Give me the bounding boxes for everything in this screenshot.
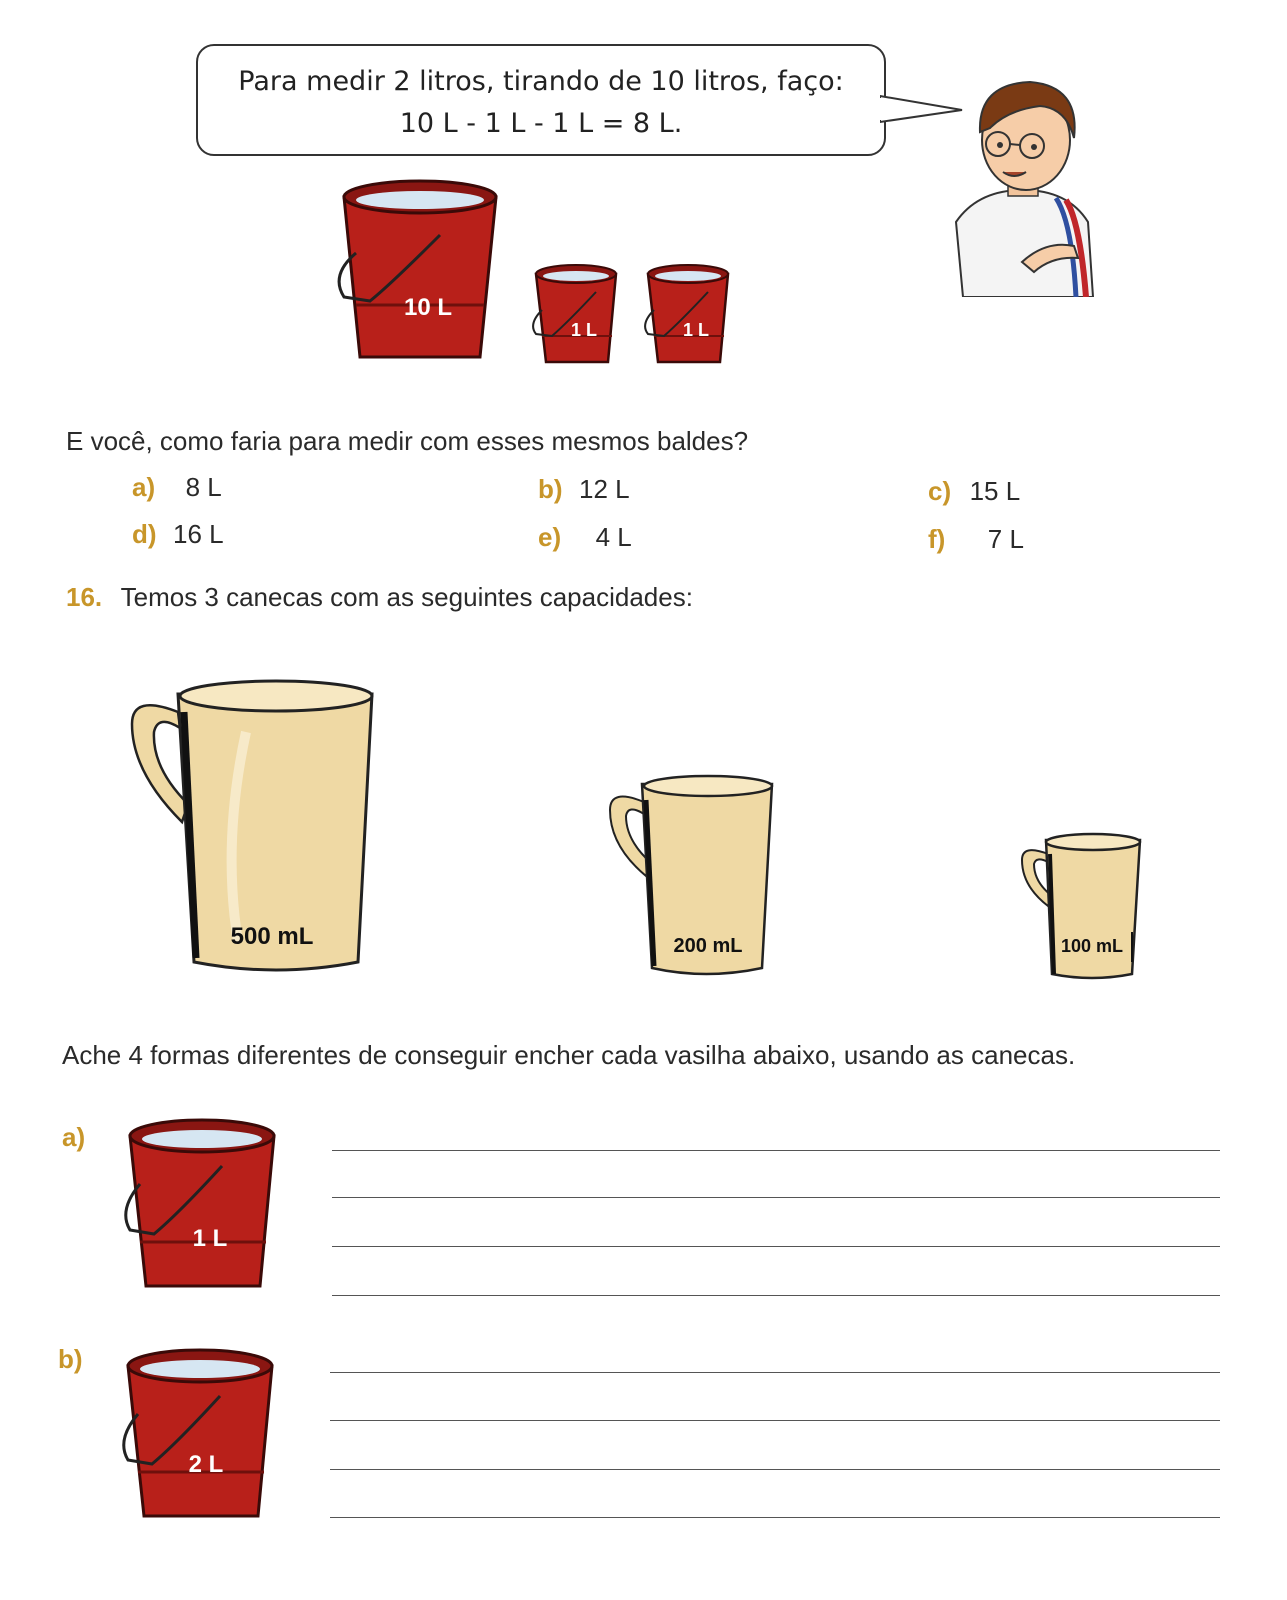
option-b-letter: b)	[538, 474, 563, 504]
exercise-16-heading	[66, 582, 693, 613]
option-f-letter: f)	[928, 524, 946, 554]
mug-100ml	[1020, 832, 1144, 986]
option-f-value: 7 L	[987, 524, 1024, 554]
option-d	[132, 519, 224, 550]
bucket-item-a-label: 1 L	[192, 1225, 228, 1252]
question-prompt: E você, como faria para medir com esses mesmos baldes?	[66, 426, 749, 456]
mug-200ml-label: 200 mL	[673, 935, 743, 957]
option-e-letter: e)	[538, 522, 562, 552]
option-d-value: 16 L	[173, 519, 224, 549]
answer-line[interactable]	[332, 1295, 1220, 1296]
option-e	[538, 522, 632, 553]
answer-line[interactable]	[330, 1517, 1220, 1518]
bucket-item-b-label: 2 L	[188, 1451, 224, 1478]
mug-500ml-label: 500 mL	[230, 923, 314, 950]
exercise-16-text: Temos 3 canecas com as seguintes capacidades:	[120, 582, 693, 612]
option-c	[928, 476, 1020, 507]
mug-200ml	[606, 772, 778, 984]
option-c-value: 15 L	[969, 476, 1021, 506]
bucket-item-a	[118, 1114, 283, 1294]
exercise-number: 16.	[66, 582, 103, 612]
bucket-1l-second	[640, 262, 735, 367]
mug-500ml	[126, 672, 378, 984]
bucket-1l-first	[528, 262, 623, 367]
option-f	[928, 524, 1024, 555]
speech-line-2: 10 L - 1 L - 1 L = 8 L.	[399, 108, 683, 139]
answer-line[interactable]	[330, 1420, 1220, 1421]
speech-bubble	[196, 44, 886, 156]
option-a-letter: a)	[132, 472, 156, 502]
answer-line[interactable]	[332, 1246, 1220, 1247]
speech-line-1: Para medir 2 litros, tirando de 10 litros, faço:	[238, 66, 844, 97]
mug-100ml-label: 100 mL	[1060, 936, 1124, 956]
option-c-letter: c)	[928, 476, 952, 506]
option-d-letter: d)	[132, 519, 157, 549]
item-a-letter: a)	[62, 1122, 86, 1152]
item-b-letter: b)	[58, 1344, 83, 1374]
option-b-value: 12 L	[579, 474, 630, 504]
option-a-value: 8 L	[185, 472, 222, 502]
answer-line[interactable]	[332, 1197, 1220, 1198]
instruction-text: Ache 4 formas diferentes de conseguir encher cada vasilha abaixo, usando as canecas.	[62, 1040, 1076, 1070]
option-b	[538, 474, 630, 505]
boy-character-illustration	[948, 72, 1098, 297]
answer-line[interactable]	[332, 1150, 1220, 1151]
bucket-1l-second-label: 1 L	[682, 320, 710, 340]
answer-line[interactable]	[330, 1469, 1220, 1470]
bucket-1l-first-label: 1 L	[570, 320, 598, 340]
option-a	[132, 472, 222, 503]
bucket-item-b	[116, 1344, 281, 1524]
bucket-10l	[330, 175, 510, 365]
answer-line[interactable]	[330, 1372, 1220, 1373]
bucket-10l-label: 10 L	[403, 294, 453, 321]
option-e-value: 4 L	[595, 522, 632, 552]
